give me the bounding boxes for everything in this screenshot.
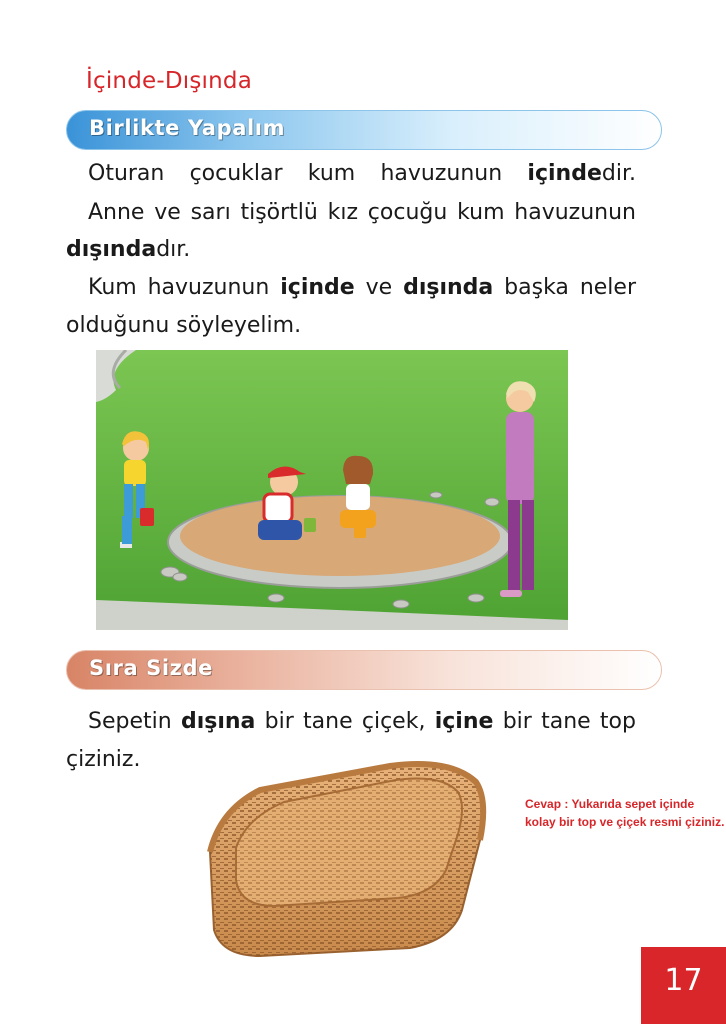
bold-word: dışında — [403, 275, 494, 300]
paragraph-line: çiziniz. — [66, 747, 141, 772]
bold-word: içinde — [280, 275, 355, 300]
page-title: İçinde-Dışında — [86, 68, 252, 94]
paragraph-line: dışındadır. — [66, 237, 191, 262]
paragraph-line: Sepetin dışına bir tane çiçek, içine bir tane top — [88, 709, 636, 734]
banner-label: Sıra Sizde — [89, 656, 213, 680]
sandbox-scene-svg — [96, 350, 568, 630]
bold-word: içine — [434, 709, 494, 734]
page-number: 17 — [664, 963, 703, 998]
paragraph-line: Kum havuzunun içinde ve dışında başka neler — [88, 275, 636, 300]
paragraph-line: Oturan çocuklar kum havuzunun içindedir. — [88, 161, 636, 186]
paragraph-line: olduğunu söyleyelim. — [66, 313, 302, 338]
bold-word: dışına — [180, 709, 256, 734]
birlikte-yapalim-banner — [66, 110, 662, 150]
bold-word: içinde — [527, 161, 602, 186]
basket-illustration — [200, 760, 490, 960]
sandbox-sand — [180, 496, 500, 576]
banner-label: Birlikte Yapalım — [89, 116, 286, 140]
bold-word: dışında — [66, 237, 157, 262]
paragraph-line: Anne ve sarı tişörtlü kız çocuğu kum havuzunun — [88, 200, 636, 225]
page-number-box — [641, 947, 726, 1024]
basket-svg — [200, 760, 490, 960]
answer-note: Cevap : Yukarıda sepet içinde kolay bir top ve çiçek resmi çiziniz. — [525, 797, 725, 829]
sira-sizde-banner — [66, 650, 662, 690]
sandbox-illustration — [96, 350, 568, 630]
